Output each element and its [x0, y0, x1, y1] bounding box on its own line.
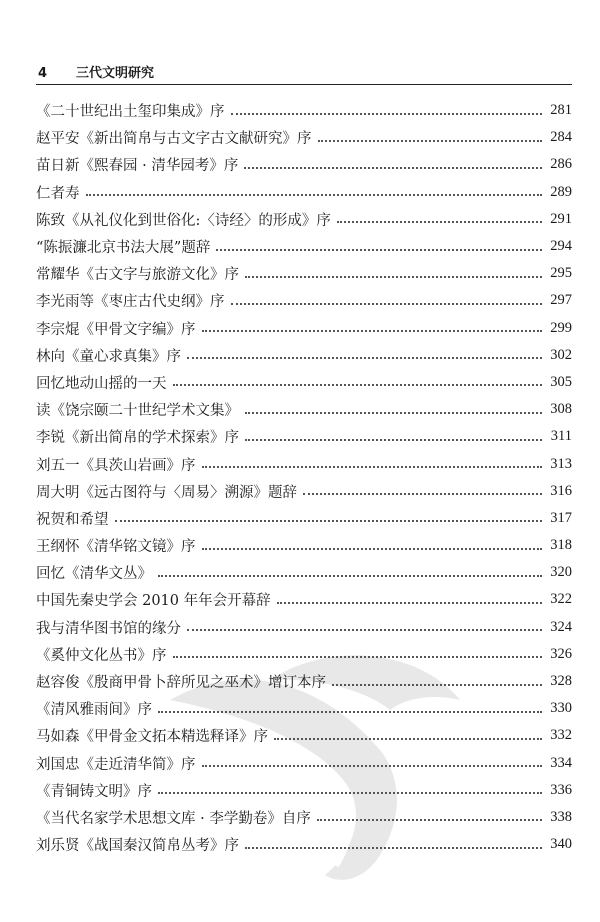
- dot-leader: [303, 493, 542, 495]
- toc-entry-page: 338: [550, 808, 572, 825]
- toc-entry-title: “陈振濂北京书法大展”题辞: [36, 240, 211, 257]
- toc-entry-page: 332: [550, 727, 572, 744]
- dot-leader: [244, 167, 542, 169]
- toc-entry-title: 李锐《新出简帛的学术探索》序: [36, 430, 239, 447]
- dot-leader: [231, 303, 543, 305]
- toc-entry-page: 334: [550, 754, 572, 771]
- toc-entry: [36, 97, 572, 124]
- dot-leader: [317, 819, 542, 821]
- dot-leader: [86, 194, 543, 196]
- dot-leader: [245, 276, 542, 278]
- toc-entry-page: 326: [550, 645, 572, 662]
- dot-leader: [187, 357, 542, 359]
- toc-entry-title: 仁者寿: [36, 185, 80, 202]
- dot-leader: [187, 629, 542, 631]
- toc-entry-title: 刘乐贤《战国秦汉简帛丛考》序: [36, 838, 239, 855]
- toc-entry-title: 苗日新《熙春园 · 清华园考》序: [36, 158, 239, 175]
- toc-entry-page: 281: [550, 102, 572, 119]
- toc-entry: [36, 315, 572, 342]
- toc-entry-title: 王纲怀《清华铭文镜》序: [36, 539, 196, 556]
- toc-entry-page: 336: [550, 781, 572, 798]
- toc-entry-page: 328: [550, 673, 572, 690]
- toc-entry-title: 回忆《清华文丛》: [36, 566, 152, 583]
- toc-entry: [36, 831, 572, 858]
- toc-entry-page: 322: [550, 591, 572, 608]
- toc-entry-title: 回忆地动山摇的一天: [36, 375, 167, 392]
- dot-leader: [202, 466, 543, 468]
- toc-entry-page: 286: [550, 156, 572, 173]
- toc-entry-page: 291: [550, 210, 572, 227]
- toc-entry: [36, 478, 572, 505]
- toc-entry-title: 我与清华图书馆的缘分: [36, 620, 181, 637]
- toc-entry: [36, 179, 572, 206]
- toc-entry-page: 305: [550, 373, 572, 390]
- toc-entry-title: 祝贺和希望: [36, 511, 109, 528]
- toc-entry: [36, 586, 572, 613]
- dot-leader: [277, 602, 542, 604]
- toc-entry-page: 299: [550, 319, 572, 336]
- toc-entry: [36, 614, 572, 641]
- toc-entry-page: 320: [550, 564, 572, 581]
- toc-entry: [36, 777, 572, 804]
- toc-entry-page: 318: [550, 537, 572, 554]
- dot-leader: [332, 684, 542, 686]
- toc-entry: [36, 423, 572, 450]
- dot-leader: [202, 548, 543, 550]
- toc-entry-title: 《青铜铸文明》序: [36, 783, 152, 800]
- toc-entry: [36, 668, 572, 695]
- dot-leader: [115, 520, 543, 522]
- toc-entry-page: 295: [550, 265, 572, 282]
- toc-entry-title: 赵平安《新出简帛与古文字古文献研究》序: [36, 131, 312, 148]
- toc-entry-title: 常耀华《古文字与旅游文化》序: [36, 267, 239, 284]
- toc-entry: [36, 695, 572, 722]
- dot-leader: [337, 221, 542, 223]
- toc-entry-page: 324: [550, 618, 572, 635]
- toc-entry: [36, 641, 572, 668]
- toc-entry: [36, 505, 572, 532]
- toc-entry-page: 294: [550, 238, 572, 255]
- toc-entry-title: 刘国忠《走近清华简》序: [36, 756, 196, 773]
- dot-leader: [202, 765, 543, 767]
- dot-leader: [231, 113, 543, 115]
- toc-entry: [36, 151, 572, 178]
- header-page-number: 4: [38, 66, 48, 81]
- toc-entry: [36, 559, 572, 586]
- toc-entry-title: 《当代名家学术思想文库 · 李学勤卷》自序: [36, 810, 311, 827]
- toc-entry-title: 《清风雅雨间》序: [36, 702, 152, 719]
- toc-entry-title: 周大明《远古图符与〈周易〉溯源》题辞: [36, 484, 297, 501]
- toc-entry-title: 刘五一《具茨山岩画》序: [36, 457, 196, 474]
- toc-entry-page: 317: [550, 509, 572, 526]
- dot-leader: [158, 792, 542, 794]
- toc-entry-page: 302: [550, 346, 572, 363]
- toc-entry: [36, 124, 572, 151]
- table-of-contents: [36, 97, 572, 858]
- toc-entry-title: 马如森《甲骨金文拓本精选释译》序: [36, 729, 268, 746]
- toc-entry-title: 读《饶宗颐二十世纪学术文集》: [36, 403, 239, 420]
- dot-leader: [158, 575, 542, 577]
- header-book-title: 三代文明研究: [76, 66, 155, 81]
- dot-leader: [158, 711, 542, 713]
- toc-entry: [36, 287, 572, 314]
- dot-leader: [173, 656, 543, 658]
- toc-entry-title: 中国先秦史学会 2010 年年会开幕辞: [36, 593, 271, 610]
- toc-entry-page: 340: [550, 836, 572, 853]
- toc-entry: [36, 532, 572, 559]
- toc-entry: [36, 450, 572, 477]
- dot-leader: [245, 847, 542, 849]
- toc-entry-page: 289: [550, 183, 572, 200]
- toc-entry-page: 311: [550, 428, 572, 445]
- toc-entry: [36, 342, 572, 369]
- toc-entry-page: 284: [550, 129, 572, 146]
- dot-leader: [216, 249, 542, 251]
- dot-leader: [274, 738, 542, 740]
- toc-entry-page: 308: [550, 401, 572, 418]
- toc-entry-page: 316: [550, 482, 572, 499]
- toc-entry: [36, 369, 572, 396]
- toc-entry-title: 李光雨等《枣庄古代史纲》序: [36, 294, 225, 311]
- toc-entry-title: 《奚仲文化丛书》序: [36, 647, 167, 664]
- toc-entry-page: 313: [550, 455, 572, 472]
- dot-leader: [245, 439, 542, 441]
- dot-leader: [245, 412, 542, 414]
- toc-entry: [36, 804, 572, 831]
- toc-entry-title: 林向《童心求真集》序: [36, 348, 181, 365]
- toc-entry: [36, 396, 572, 423]
- dot-leader: [202, 330, 543, 332]
- toc-entry-title: 《二十世纪出土玺印集成》序: [36, 104, 225, 121]
- toc-entry-title: 陈致《从礼仪化到世俗化:〈诗经〉的形成》序: [36, 212, 331, 229]
- toc-entry-page: 330: [550, 700, 572, 717]
- header-rule: [36, 84, 572, 85]
- toc-entry: [36, 722, 572, 749]
- toc-entry-page: 297: [550, 292, 572, 309]
- dot-leader: [173, 384, 543, 386]
- toc-entry: [36, 260, 572, 287]
- toc-entry: [36, 750, 572, 777]
- toc-entry: [36, 206, 572, 233]
- toc-entry-title: 赵容俊《殷商甲骨卜辞所见之巫术》增订本序: [36, 675, 326, 692]
- toc-entry-title: 李宗焜《甲骨文字编》序: [36, 321, 196, 338]
- running-header: [38, 62, 154, 81]
- toc-entry: [36, 233, 572, 260]
- dot-leader: [318, 140, 543, 142]
